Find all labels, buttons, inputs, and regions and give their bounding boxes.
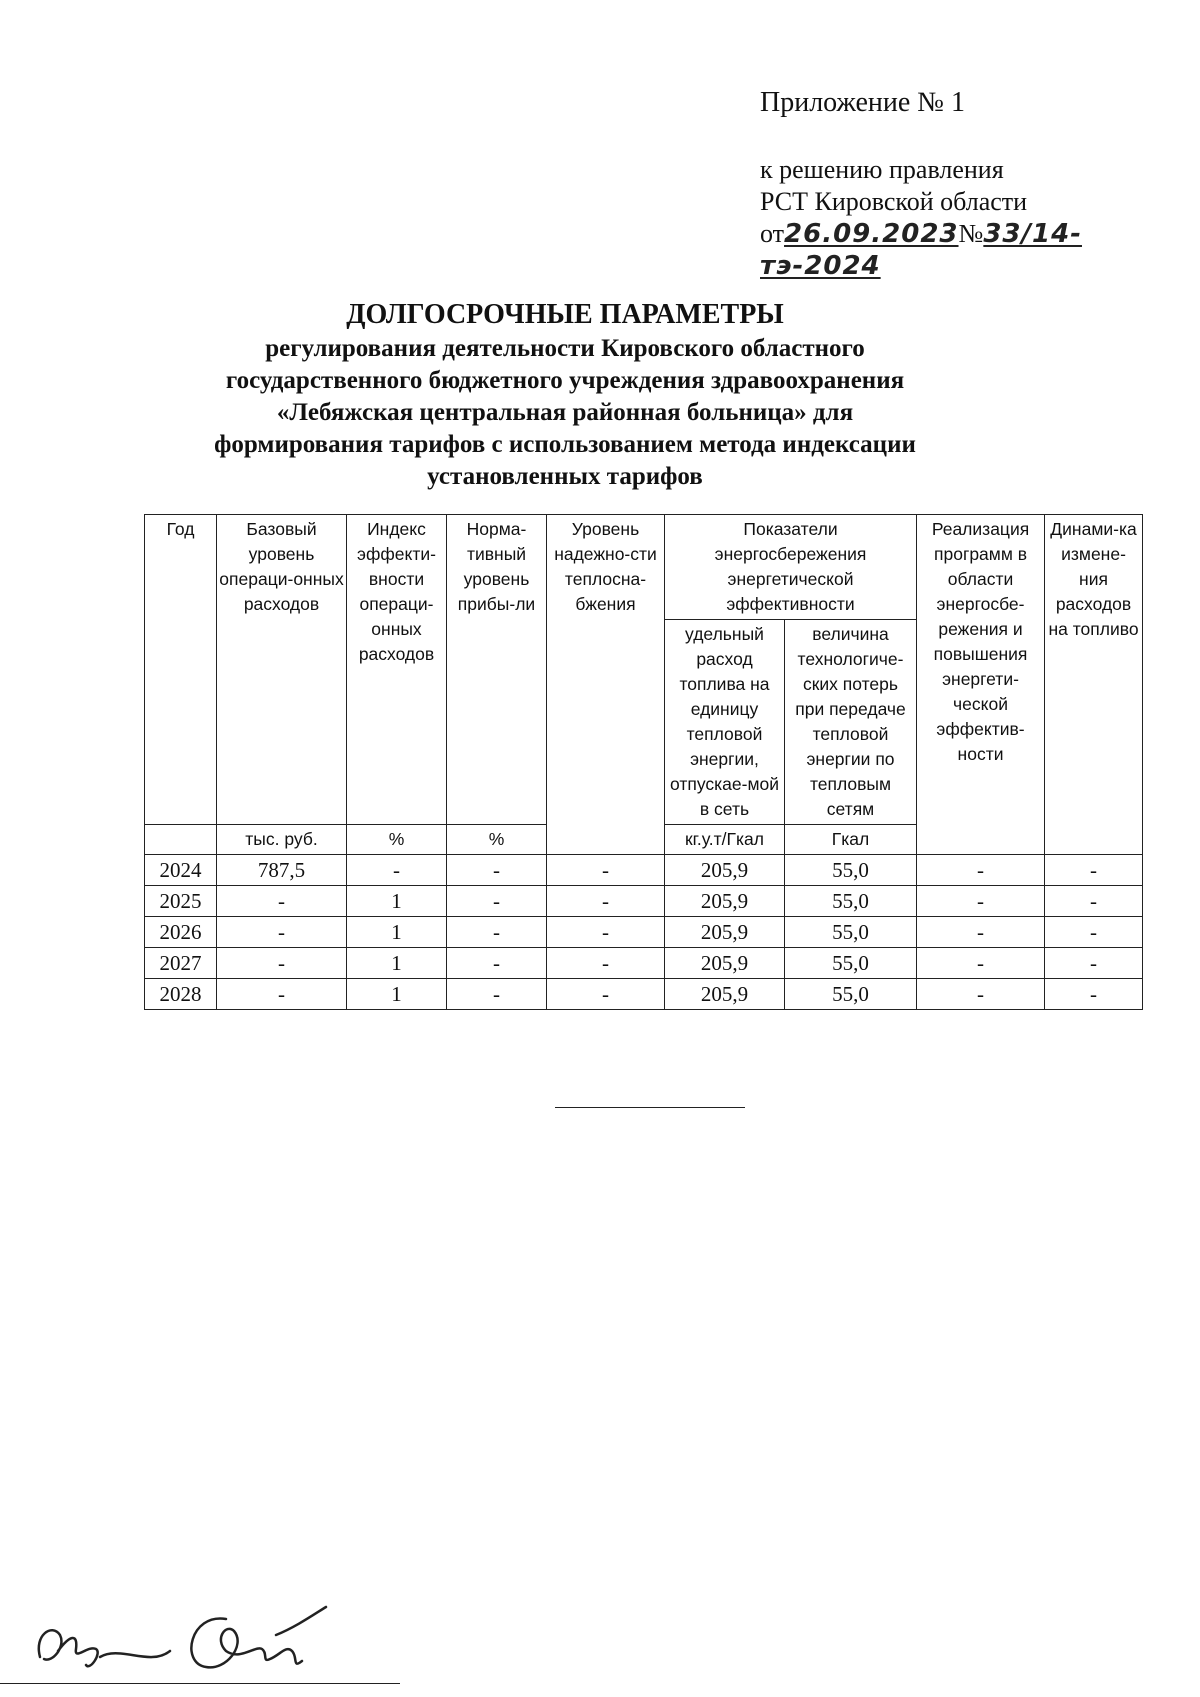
cell-efficiency-index: 1 (347, 917, 447, 948)
cell-losses: 55,0 (785, 855, 917, 886)
cell-programs: - (917, 948, 1045, 979)
cell-losses: 55,0 (785, 917, 917, 948)
header-year: Год (145, 515, 217, 825)
cell-losses: 55,0 (785, 948, 917, 979)
parameters-table (144, 514, 1143, 1010)
table-row (145, 917, 1143, 948)
header-energy-saving: Показатели энергосбережения энергетической эффективности (665, 515, 917, 620)
cell-year: 2025 (145, 886, 217, 917)
date-prefix: от (760, 218, 785, 248)
cell-losses: 55,0 (785, 886, 917, 917)
header-fuel-dynamics: Динами-ка измене-ния расходов на топливо (1045, 515, 1143, 855)
cell-profit-level: - (447, 979, 547, 1010)
cell-programs: - (917, 886, 1045, 917)
header-base-cost: Базовый уровень операци-онных расходов (217, 515, 347, 825)
cell-fuel-dynamics: - (1045, 917, 1143, 948)
cell-profit-level: - (447, 917, 547, 948)
title-subtitle: регулирования деятельности Кировского областного государственного бюджетного учреждения здравоохранения «Лебяжская центральная районная больница» для формирования тарифов с использованием метода индексации установленных тарифов (214, 335, 916, 490)
header-reliability: Уровень надежно-сти теплосна-бжения (547, 515, 665, 855)
cell-reliability: - (547, 855, 665, 886)
table-row (145, 979, 1143, 1010)
cell-efficiency-index: - (347, 855, 447, 886)
cell-base-cost: - (217, 917, 347, 948)
cell-profit-level: - (447, 886, 547, 917)
cell-year: 2024 (145, 855, 217, 886)
cell-fuel-dynamics: - (1045, 948, 1143, 979)
cell-reliability: - (547, 886, 665, 917)
unit-profit-level: % (447, 825, 547, 855)
header-programs: Реализация программ в области энергосбе-режения и повышения энергети-ческой эффектив-ности (917, 515, 1045, 855)
cell-fuel-dynamics: - (1045, 886, 1143, 917)
header-profit-level: Норма-тивный уровень прибы-ли (447, 515, 547, 825)
unit-losses: Гкал (785, 825, 917, 855)
number-sign: № (958, 218, 984, 248)
signature-mark (30, 1605, 330, 1685)
bottom-rule (0, 1683, 400, 1684)
cell-base-cost: - (217, 948, 347, 979)
handwritten-decision-number: 33/14-тэ-2024 (760, 218, 1082, 281)
cell-base-cost: - (217, 886, 347, 917)
annex-date-line (760, 218, 1200, 282)
cell-year: 2026 (145, 917, 217, 948)
unit-year (145, 825, 217, 855)
annex-line-1: к решению правления (760, 154, 1004, 184)
cell-year: 2028 (145, 979, 217, 1010)
cell-efficiency-index: 1 (347, 886, 447, 917)
cell-reliability: - (547, 948, 665, 979)
cell-base-cost: - (217, 979, 347, 1010)
cell-reliability: - (547, 917, 665, 948)
handwritten-date: 26.09.2023 (784, 218, 959, 249)
header-fuel-rate: удельный расход топлива на единицу тепловой энергии, отпускае-мой в сеть (665, 620, 785, 825)
document-title (200, 297, 930, 493)
cell-profit-level: - (447, 855, 547, 886)
cell-efficiency-index: 1 (347, 948, 447, 979)
cell-fuel-rate: 205,9 (665, 886, 785, 917)
title-main: ДОЛГОСРОЧНЫЕ ПАРАМЕТРЫ (346, 299, 784, 330)
cell-programs: - (917, 979, 1045, 1010)
cell-year: 2027 (145, 948, 217, 979)
unit-fuel-rate: кг.у.т/Гкал (665, 825, 785, 855)
table-row (145, 855, 1143, 886)
table-row (145, 948, 1143, 979)
cell-fuel-rate: 205,9 (665, 855, 785, 886)
unit-base-cost: тыс. руб. (217, 825, 347, 855)
cell-reliability: - (547, 979, 665, 1010)
cell-fuel-dynamics: - (1045, 979, 1143, 1010)
cell-base-cost: 787,5 (217, 855, 347, 886)
header-losses: величина технологиче-ских потерь при передаче тепловой энергии по тепловым сетям (785, 620, 917, 825)
cell-losses: 55,0 (785, 979, 917, 1010)
cell-fuel-dynamics: - (1045, 855, 1143, 886)
cell-profit-level: - (447, 948, 547, 979)
cell-programs: - (917, 855, 1045, 886)
cell-fuel-rate: 205,9 (665, 979, 785, 1010)
cell-efficiency-index: 1 (347, 979, 447, 1010)
end-divider (555, 1107, 745, 1108)
annex-number: Приложение № 1 (760, 87, 965, 118)
annex-block (760, 86, 1200, 282)
header-row (145, 515, 1143, 620)
unit-efficiency-index: % (347, 825, 447, 855)
header-efficiency-index: Индекс эффекти-вности операци-онных расходов (347, 515, 447, 825)
cell-programs: - (917, 917, 1045, 948)
annex-line-2: РСТ Кировской области (760, 186, 1028, 216)
table-row (145, 886, 1143, 917)
cell-fuel-rate: 205,9 (665, 948, 785, 979)
cell-fuel-rate: 205,9 (665, 917, 785, 948)
